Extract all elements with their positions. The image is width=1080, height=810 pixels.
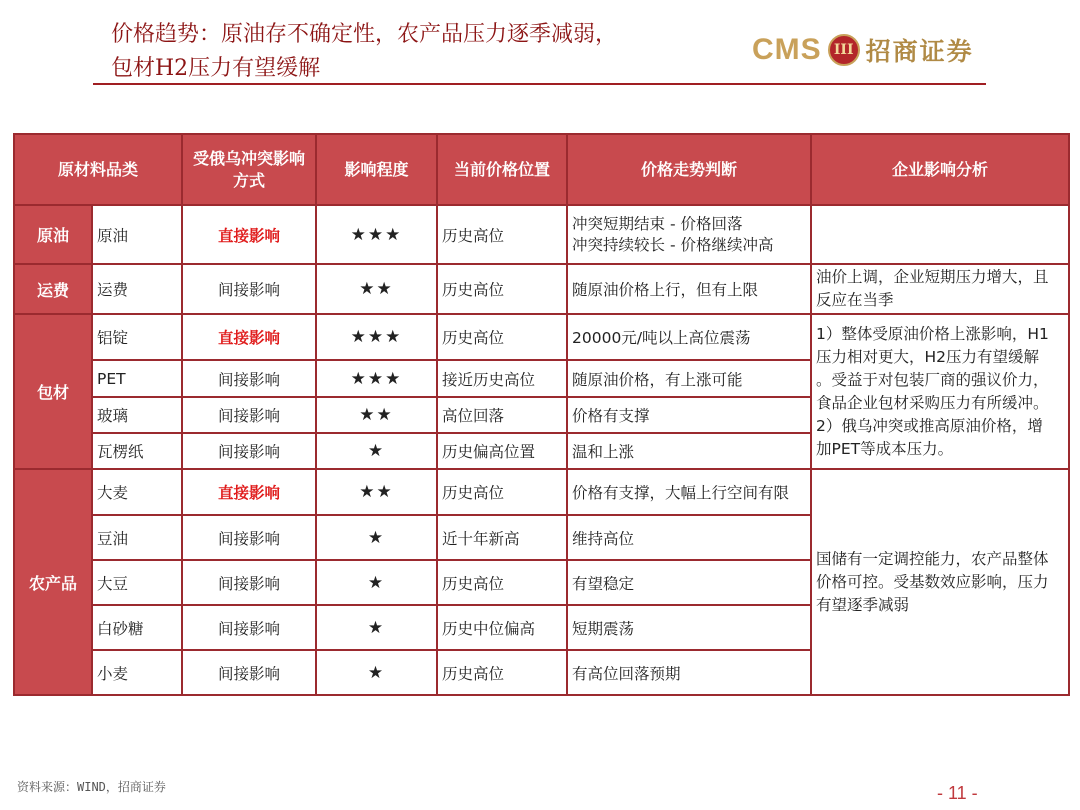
item-cell: 玻璃 [92, 397, 182, 433]
item-cell: 小麦 [92, 650, 182, 695]
impact-line: 有望逐季减弱 [816, 595, 910, 614]
mode-cell: 间接影响 [182, 360, 316, 397]
position-cell: 近十年新高 [437, 515, 567, 560]
mode-cell: 间接影响 [182, 650, 316, 695]
stars-cell: ★★★ [316, 205, 437, 264]
category-cell: 运费 [14, 264, 92, 314]
impact-cell [811, 469, 1069, 695]
impact-line: 油价上调，企业短期压力增大，且 [816, 268, 1049, 286]
header-position: 当前价格位置 [437, 134, 567, 205]
impact-line: 1）整体受原油价格上涨影响，H1 [816, 324, 1049, 343]
position-cell: 历史中位偏高 [437, 605, 567, 650]
impact-line: 国储有一定调控能力，农产品整体 [816, 549, 1049, 568]
raw-material-table [13, 133, 1070, 696]
trend-cell: 短期震荡 [567, 605, 811, 650]
stars-cell: ★★★ [316, 314, 437, 360]
category-cell: 农产品 [14, 469, 92, 695]
mode-cell: 间接影响 [182, 605, 316, 650]
impact-line: 压力相对更大，H2压力有望缓解 [816, 347, 1040, 366]
position-cell: 历史高位 [437, 469, 567, 515]
impact-line: 。受益于对包装厂商的强议价力， [816, 370, 1049, 389]
stars-cell: ★ [316, 605, 437, 650]
header-mode: 受俄乌冲突影响方式 [182, 134, 316, 205]
stars-cell: ★★ [316, 397, 437, 433]
mode-cell: 间接影响 [182, 433, 316, 469]
header-category: 原材料品类 [14, 134, 182, 205]
impact-line: 加PET等成本压力。 [816, 439, 954, 458]
trend-cell: 价格有支撑 [567, 397, 811, 433]
trend-cell: 20000元/吨以上高位震荡 [567, 314, 811, 360]
item-cell: 豆油 [92, 515, 182, 560]
impact-cell [811, 314, 1069, 469]
position-cell: 高位回落 [437, 397, 567, 433]
mode-cell: 间接影响 [182, 515, 316, 560]
mode-cell: 间接影响 [182, 264, 316, 314]
header-impact: 企业影响分析 [811, 134, 1069, 205]
position-cell: 历史高位 [437, 264, 567, 314]
table-row [14, 264, 1069, 314]
impact-cell [811, 264, 1069, 314]
table-row [14, 205, 1069, 264]
trend-cell: 随原油价格，有上涨可能 [567, 360, 811, 397]
mode-cell: 间接影响 [182, 560, 316, 605]
logo-emblem-icon: III [828, 34, 860, 66]
trend-line: 冲突短期结束 - 价格回落 [572, 214, 743, 233]
logo-chinese-text: 招商证券 [865, 37, 974, 66]
position-cell: 历史高位 [437, 650, 567, 695]
item-cell: 大麦 [92, 469, 182, 515]
impact-line: 反应在当季 [816, 291, 894, 309]
trend-cell [567, 205, 811, 264]
stars-cell: ★ [316, 515, 437, 560]
impact-line: 食品企业包材采购压力有所缓冲。 [816, 393, 1049, 412]
item-cell: 白砂糖 [92, 605, 182, 650]
trend-cell: 维持高位 [567, 515, 811, 560]
impact-cell [811, 205, 1069, 264]
stars-cell: ★★ [316, 264, 437, 314]
mode-cell: 间接影响 [182, 397, 316, 433]
trend-cell: 随原油价格上行，但有上限 [567, 264, 811, 314]
stars-cell: ★ [316, 560, 437, 605]
trend-cell: 有高位回落预期 [567, 650, 811, 695]
stars-cell: ★★ [316, 469, 437, 515]
stars-cell: ★★★ [316, 360, 437, 397]
category-cell: 包材 [14, 314, 92, 469]
table-row [14, 314, 1069, 360]
position-cell: 接近历史高位 [437, 360, 567, 397]
header-trend: 价格走势判断 [567, 134, 811, 205]
stars-cell: ★ [316, 433, 437, 469]
position-cell: 历史偏高位置 [437, 433, 567, 469]
trend-cell: 有望稳定 [567, 560, 811, 605]
mode-cell: 直接影响 [182, 314, 316, 360]
logo-latin-text: CMS [752, 33, 822, 66]
cms-logo [752, 30, 974, 70]
header-degree: 影响程度 [316, 134, 437, 205]
page-title-line-1: 价格趋势：原油存不确定性，农产品压力逐季减弱， [111, 22, 618, 47]
trend-line: 冲突持续较长 - 价格继续冲高 [572, 235, 774, 254]
trend-cell: 温和上涨 [567, 433, 811, 469]
page-number: - 11 - [937, 783, 978, 803]
item-cell: 原油 [92, 205, 182, 264]
stars-cell: ★ [316, 650, 437, 695]
position-cell: 历史高位 [437, 560, 567, 605]
mode-cell: 直接影响 [182, 469, 316, 515]
item-cell: 大豆 [92, 560, 182, 605]
impact-line: 2）俄乌冲突或推高原油价格，增 [816, 416, 1043, 435]
table-row [14, 469, 1069, 515]
item-cell: PET [92, 360, 182, 397]
item-cell: 瓦楞纸 [92, 433, 182, 469]
table-header-row [14, 134, 1069, 205]
impact-line: 价格可控。受基数效应影响，压力 [816, 572, 1049, 591]
position-cell: 历史高位 [437, 205, 567, 264]
item-cell: 铝锭 [92, 314, 182, 360]
page-title-line-2: 包材H2压力有望缓解 [111, 56, 321, 81]
position-cell: 历史高位 [437, 314, 567, 360]
mode-cell: 直接影响 [182, 205, 316, 264]
page-title [111, 18, 751, 86]
trend-cell: 价格有支撑，大幅上行空间有限 [567, 469, 811, 515]
source-note: 资料来源：WIND，招商证券 [17, 780, 166, 794]
category-cell: 原油 [14, 205, 92, 264]
item-cell: 运费 [92, 264, 182, 314]
title-divider [93, 83, 986, 85]
